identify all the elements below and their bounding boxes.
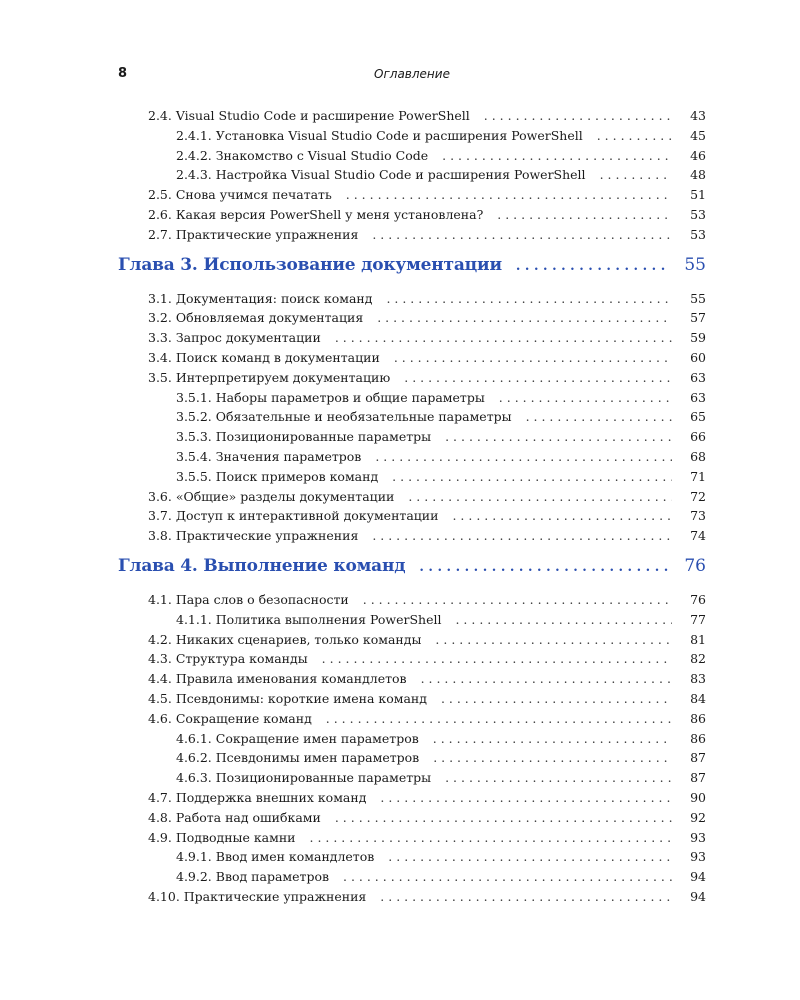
- toc-chapter-heading: [118, 548, 706, 592]
- dot-leader: [445, 429, 672, 444]
- toc-entry-title: 2.4.2. Знакомство с Visual Studio Code: [176, 147, 429, 163]
- dot-leader: [310, 830, 672, 845]
- toc-page-number: 94: [690, 869, 706, 885]
- toc-page-number: 87: [690, 750, 706, 766]
- toc-subsection-entry: [118, 409, 706, 429]
- toc-entry-title: 3.5.1. Наборы параметров и общие параметры: [176, 389, 485, 405]
- toc-page-number: 87: [690, 770, 706, 786]
- toc-page-number: 59: [690, 330, 706, 346]
- toc-subsection-entry: [118, 849, 706, 869]
- toc-entry-title: 4.3. Структура команды: [148, 651, 308, 667]
- toc-subsection-entry: [118, 128, 706, 148]
- toc-subsection-entry: [118, 869, 706, 889]
- toc-subsection-entry: [118, 390, 706, 410]
- toc-entry-title: 3.1. Документация: поиск команд: [148, 290, 373, 306]
- toc-entry-title: 4.8. Работа над ошибками: [148, 809, 321, 825]
- toc-page-number: 63: [690, 389, 706, 405]
- dot-leader: [445, 770, 672, 785]
- dot-leader: [497, 207, 672, 222]
- toc-page-number: 86: [690, 730, 706, 746]
- dot-leader: [597, 128, 672, 143]
- dot-leader: [322, 651, 672, 666]
- dot-leader: [343, 869, 672, 884]
- toc-entry-title: 3.5.2. Обязательные и необязательные параметры: [176, 409, 512, 425]
- toc-section-entry: [118, 592, 706, 612]
- dot-leader: [526, 409, 672, 424]
- toc-section-entry: [118, 790, 706, 810]
- toc-entry-title: 3.5. Интерпретируем документацию: [148, 369, 391, 385]
- toc-entry-title: 4.9.1. Ввод имен командлетов: [176, 849, 375, 865]
- toc-entry-title: 2.4.3. Настройка Visual Studio Code и расширения PowerShell: [176, 167, 586, 183]
- toc-page-number: 65: [690, 409, 706, 425]
- toc-section-entry: [118, 108, 706, 128]
- toc-section-entry: [118, 207, 706, 227]
- toc-entry-title: 3.6. «Общие» разделы документации: [148, 488, 395, 504]
- dot-leader: [404, 370, 672, 385]
- toc-page-number: 48: [690, 167, 706, 183]
- toc-entry-title: Глава 3. Использование документации: [118, 254, 502, 275]
- dot-leader: [435, 632, 672, 647]
- toc-entry-title: 3.5.4. Значения параметров: [176, 448, 362, 464]
- toc-page-number: 76: [684, 555, 706, 576]
- dot-leader: [441, 691, 672, 706]
- toc-section-entry: [118, 528, 706, 548]
- toc-entry-title: 3.3. Запрос документации: [148, 330, 321, 346]
- toc-page-number: 93: [690, 849, 706, 865]
- toc-section-entry: [118, 508, 706, 528]
- toc-page-number: 73: [690, 508, 706, 524]
- toc-subsection-entry: [118, 449, 706, 469]
- toc-entry-title: 4.1. Пара слов о безопасности: [148, 591, 349, 607]
- page-number: 8: [118, 66, 128, 81]
- dot-leader: [363, 592, 672, 607]
- toc-entry-title: 4.5. Псевдонимы: короткие имена команд: [148, 690, 427, 706]
- toc-section-entry: [118, 651, 706, 671]
- toc-subsection-entry: [118, 731, 706, 751]
- toc-page-number: 74: [690, 528, 706, 544]
- toc-page-number: 53: [690, 226, 706, 242]
- toc-entry-title: 2.6. Какая версия PowerShell у меня установлена?: [148, 206, 484, 222]
- toc-subsection-entry: [118, 469, 706, 489]
- running-title: Оглавление: [374, 67, 450, 81]
- toc-page-number: 83: [690, 671, 706, 687]
- toc-chapter-heading: [118, 247, 706, 291]
- toc-entry-title: 4.6.2. Псевдонимы имен параметров: [176, 750, 420, 766]
- dot-leader: [372, 227, 672, 242]
- toc-entry-title: 3.2. Обновляемая документация: [148, 310, 364, 326]
- toc-entry-title: 4.4. Правила именования командлетов: [148, 671, 407, 687]
- toc-entry-title: 4.10. Практические упражнения: [148, 888, 367, 904]
- toc-section-entry: [118, 330, 706, 350]
- toc-page-number: 66: [690, 429, 706, 445]
- toc-page-number: 81: [690, 631, 706, 647]
- toc-page-number: 86: [690, 710, 706, 726]
- toc-page-number: 71: [690, 468, 706, 484]
- toc-entry-title: 3.8. Практические упражнения: [148, 528, 359, 544]
- table-of-contents: [118, 108, 706, 909]
- dot-leader: [408, 489, 672, 504]
- toc-page-number: 57: [690, 310, 706, 326]
- toc-page-number: 82: [690, 651, 706, 667]
- dot-leader: [455, 612, 672, 627]
- toc-page-number: 53: [690, 206, 706, 222]
- toc-entry-title: 4.6.1. Сокращение имен параметров: [176, 730, 419, 746]
- toc-page-number: 46: [690, 147, 706, 163]
- toc-page-number: 72: [690, 488, 706, 504]
- dot-leader: [442, 148, 672, 163]
- toc-entry-title: 3.4. Поиск команд в документации: [148, 349, 380, 365]
- toc-subsection-entry: [118, 429, 706, 449]
- toc-page-number: 93: [690, 829, 706, 845]
- toc-page-number: 84: [690, 690, 706, 706]
- toc-page-number: 55: [690, 290, 706, 306]
- dot-leader: [335, 810, 672, 825]
- dot-leader: [433, 750, 672, 765]
- toc-page-number: 63: [690, 369, 706, 385]
- dot-leader: [388, 849, 672, 864]
- page-header: [118, 66, 706, 88]
- toc-section-entry: [118, 810, 706, 830]
- dot-leader: [600, 167, 672, 182]
- toc-section-entry: [118, 350, 706, 370]
- toc-page-number: 90: [690, 789, 706, 805]
- dot-leader: [372, 528, 672, 543]
- toc-subsection-entry: [118, 167, 706, 187]
- toc-section-entry: [118, 889, 706, 909]
- toc-section-entry: [118, 691, 706, 711]
- toc-entry-title: 4.2. Никаких сценариев, только команды: [148, 631, 422, 647]
- toc-entry-title: 3.5.3. Позиционированные параметры: [176, 429, 432, 445]
- toc-entry-title: 2.4.1. Установка Visual Studio Code и расширения PowerShell: [176, 127, 583, 143]
- toc-page-number: 92: [690, 809, 706, 825]
- toc-section-entry: [118, 187, 706, 207]
- toc-entry-title: 4.6. Сокращение команд: [148, 710, 312, 726]
- dot-leader: [433, 731, 672, 746]
- dot-leader: [516, 259, 668, 274]
- toc-entry-title: 3.7. Доступ к интерактивной документации: [148, 508, 439, 524]
- toc-entry-title: 2.4. Visual Studio Code и расширение PowerShell: [148, 108, 470, 123]
- toc-page-number: 55: [684, 254, 706, 275]
- toc-entry-title: Глава 4. Выполнение команд: [118, 555, 406, 576]
- dot-leader: [377, 310, 672, 325]
- toc-section-entry: [118, 370, 706, 390]
- dot-leader: [326, 711, 672, 726]
- toc-page-number: 94: [690, 888, 706, 904]
- toc-page-number: 76: [690, 591, 706, 607]
- toc-section-entry: [118, 711, 706, 731]
- toc-entry-title: 4.9. Подводные камни: [148, 829, 296, 845]
- dot-leader: [499, 390, 672, 405]
- toc-page-number: 45: [690, 127, 706, 143]
- dot-leader: [392, 469, 672, 484]
- toc-page-number: 51: [690, 187, 706, 203]
- toc-section-entry: [118, 830, 706, 850]
- toc-entry-title: 2.7. Практические упражнения: [148, 226, 359, 242]
- dot-leader: [386, 291, 672, 306]
- toc-section-entry: [118, 227, 706, 247]
- dot-leader: [394, 350, 672, 365]
- dot-leader: [452, 508, 672, 523]
- toc-subsection-entry: [118, 770, 706, 790]
- toc-entry-title: 4.1.1. Политика выполнения PowerShell: [176, 611, 442, 627]
- dot-leader: [346, 187, 672, 202]
- dot-leader: [380, 889, 672, 904]
- toc-section-entry: [118, 489, 706, 509]
- toc-section-entry: [118, 671, 706, 691]
- toc-page-number: 68: [690, 448, 706, 464]
- toc-page-number: 77: [690, 611, 706, 627]
- dot-leader: [421, 671, 672, 686]
- dot-leader: [380, 790, 672, 805]
- toc-section-entry: [118, 632, 706, 652]
- toc-entry-title: 4.7. Поддержка внешних команд: [148, 789, 367, 805]
- toc-entry-title: 4.6.3. Позиционированные параметры: [176, 770, 432, 786]
- toc-entry-title: 3.5.5. Поиск примеров команд: [176, 468, 379, 484]
- toc-subsection-entry: [118, 148, 706, 168]
- toc-subsection-entry: [118, 750, 706, 770]
- toc-subsection-entry: [118, 612, 706, 632]
- toc-page-number: 60: [690, 349, 706, 365]
- toc-section-entry: [118, 291, 706, 311]
- toc-entry-title: 2.5. Снова учимся печатать: [148, 187, 332, 203]
- toc-section-entry: [118, 310, 706, 330]
- dot-leader: [375, 449, 672, 464]
- toc-entry-title: 4.9.2. Ввод параметров: [176, 869, 330, 885]
- dot-leader: [335, 330, 672, 345]
- toc-page-number: 43: [690, 108, 706, 123]
- dot-leader: [419, 560, 668, 575]
- dot-leader: [484, 108, 672, 123]
